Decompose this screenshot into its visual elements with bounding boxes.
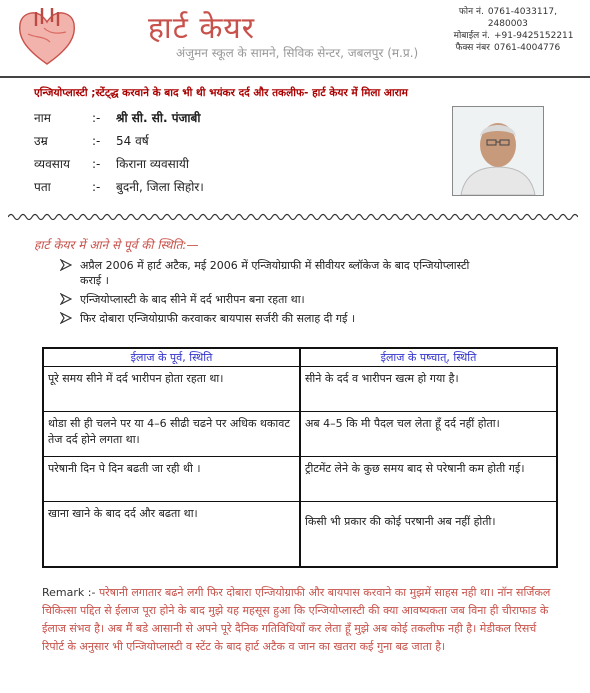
patient-photo bbox=[452, 106, 544, 196]
contact-value: +91-9425152211 bbox=[494, 31, 574, 41]
profile-value: बुदनी, जिला सिहोर। bbox=[116, 180, 204, 194]
contact-label: फोन नं. bbox=[458, 7, 484, 17]
contact-mobile bbox=[420, 30, 590, 42]
table-row bbox=[44, 367, 556, 411]
address: अंजुमन स्कूल के सामने, सिविक सेन्टर, जबलपुर (म.प्र.) bbox=[176, 46, 419, 60]
cell-after: किसी भी प्रकार की कोई परषानी अब नहीं होती। bbox=[305, 515, 496, 528]
profile-key: उम्र bbox=[34, 134, 48, 148]
contact-phone bbox=[420, 6, 590, 30]
profile-sep: :- bbox=[92, 133, 101, 148]
wavy-divider bbox=[8, 212, 578, 222]
profile-value: 54 वर्ष bbox=[116, 134, 149, 148]
header-after: ईलाज के पष्चात्, स्थिति bbox=[380, 351, 477, 364]
cell-before: खाना खाने के बाद दर्द और बढता था। bbox=[44, 502, 301, 566]
profile-value: किराना व्यवसायी bbox=[116, 157, 189, 171]
list-item bbox=[60, 292, 480, 307]
list-item-text: फिर दोबारा एन्जियोग्राफी करवाकर बायपास सर्जरी की सलाह दी गई । bbox=[80, 312, 356, 325]
heart-logo bbox=[14, 4, 80, 70]
profile-row-occupation bbox=[34, 152, 204, 175]
contact-value: 0761-4004776 bbox=[494, 43, 561, 53]
profile-value: श्री सी. सी. पंजाबी bbox=[116, 111, 201, 125]
profile-row-name bbox=[34, 106, 204, 129]
profile-key: नाम bbox=[34, 111, 51, 125]
profile-sep: :- bbox=[92, 110, 101, 125]
arrow-bullet-icon bbox=[60, 259, 72, 271]
list-item-text: एन्जियोप्लास्टी के बाद सीने में दर्द भारीपन बना रहता था। bbox=[80, 293, 305, 306]
contact-block bbox=[420, 6, 590, 54]
profile-row-age bbox=[34, 129, 204, 152]
table-row bbox=[44, 456, 556, 501]
remark-text: परेषानी लगातार बढने लगी फिर दोबारा एन्जियोग्राफी और बायपास करवाने का मुझमें साहस नही था। नॉन सर्जिकल चिकित्सा पद्दित से ईलाज पूरा होने के बाद मुझे यह महसूस हुआ कि एन्जियोप्लास्टी की क्या आवष्यकता जब विना ही चीराफाड के ईलाज संभव है। अब मैं बडे आसानी से अपने पूरे दैनिक गतिविधियाँ कर लेता हूँ मुझे अब कोई तकलीफ नही है। मेडीकल रिसर्च रिपोर्ट के अनुसार भी एन्जियोप्लास्टी व स्टेंट के बाद हार्ट अटैक व जान का खतरा कई गुना बढ जाता है। bbox=[42, 586, 551, 653]
header-divider bbox=[0, 76, 590, 78]
profile-row-address bbox=[34, 175, 204, 198]
profile-key: व्यवसाय bbox=[34, 157, 70, 171]
contact-fax bbox=[420, 42, 590, 54]
section-title: हार्ट केयर में आने से पूर्व की स्थिति:— bbox=[34, 238, 199, 252]
headline: एन्जियोप्लास्टी ;स्टेंट्द्ध करवाने के बाद भी थी भयंकर दर्द और तकलीफ- हार्ट केयर में मिला आराम bbox=[34, 87, 408, 99]
cell-after: ट्रीटमेंट लेने के कुछ समय बाद से परेषानी कम होती गई। bbox=[305, 462, 525, 475]
cell-after: सीने के दर्द व भारीपन खत्म हो गया है। bbox=[305, 372, 459, 385]
profile-key: पता bbox=[34, 180, 51, 194]
patient-profile bbox=[34, 106, 204, 198]
remark bbox=[42, 584, 554, 656]
contact-label: मोबाईल नं. bbox=[453, 31, 490, 41]
list-item bbox=[60, 311, 480, 326]
cell-before: परेषानी दिन पे दिन बढती जा रही थी । bbox=[44, 457, 301, 501]
profile-sep: :- bbox=[92, 179, 101, 194]
cell-before: थोडा सी ही चलने पर या 4–6 सीढी चढने पर अधिक थकावट तेज दर्द होने लगता था। bbox=[44, 412, 301, 456]
history-list bbox=[60, 258, 480, 330]
list-item bbox=[60, 258, 480, 288]
arrow-bullet-icon bbox=[60, 293, 72, 305]
header-before: ईलाज के पूर्व, स्थिति bbox=[44, 349, 301, 366]
cell-after: अब 4–5 कि मी पैदल चल लेता हूँ दर्द नहीं होता। bbox=[305, 417, 500, 430]
table-header bbox=[44, 349, 556, 367]
table-row bbox=[44, 501, 556, 566]
list-item-text: अप्रैल 2006 में हार्ट अटैक, मई 2006 में एन्जियोग्राफी में सीवीयर ब्लॉकेज के बाद एन्जियोप्लास्टी कराई । bbox=[80, 259, 470, 287]
remark-label: Remark :- bbox=[42, 586, 96, 599]
comparison-table bbox=[42, 347, 558, 568]
profile-sep: :- bbox=[92, 156, 101, 171]
table-row bbox=[44, 411, 556, 456]
contact-value: 0761-4033117, 2480003 bbox=[487, 7, 557, 29]
arrow-bullet-icon bbox=[60, 312, 72, 324]
cell-before: पूरे समय सीने में दर्द भारीपन होता रहता था। bbox=[44, 367, 301, 411]
brand-name: हार्ट केयर bbox=[148, 11, 256, 46]
contact-label: फैक्स नंबर bbox=[455, 43, 490, 53]
